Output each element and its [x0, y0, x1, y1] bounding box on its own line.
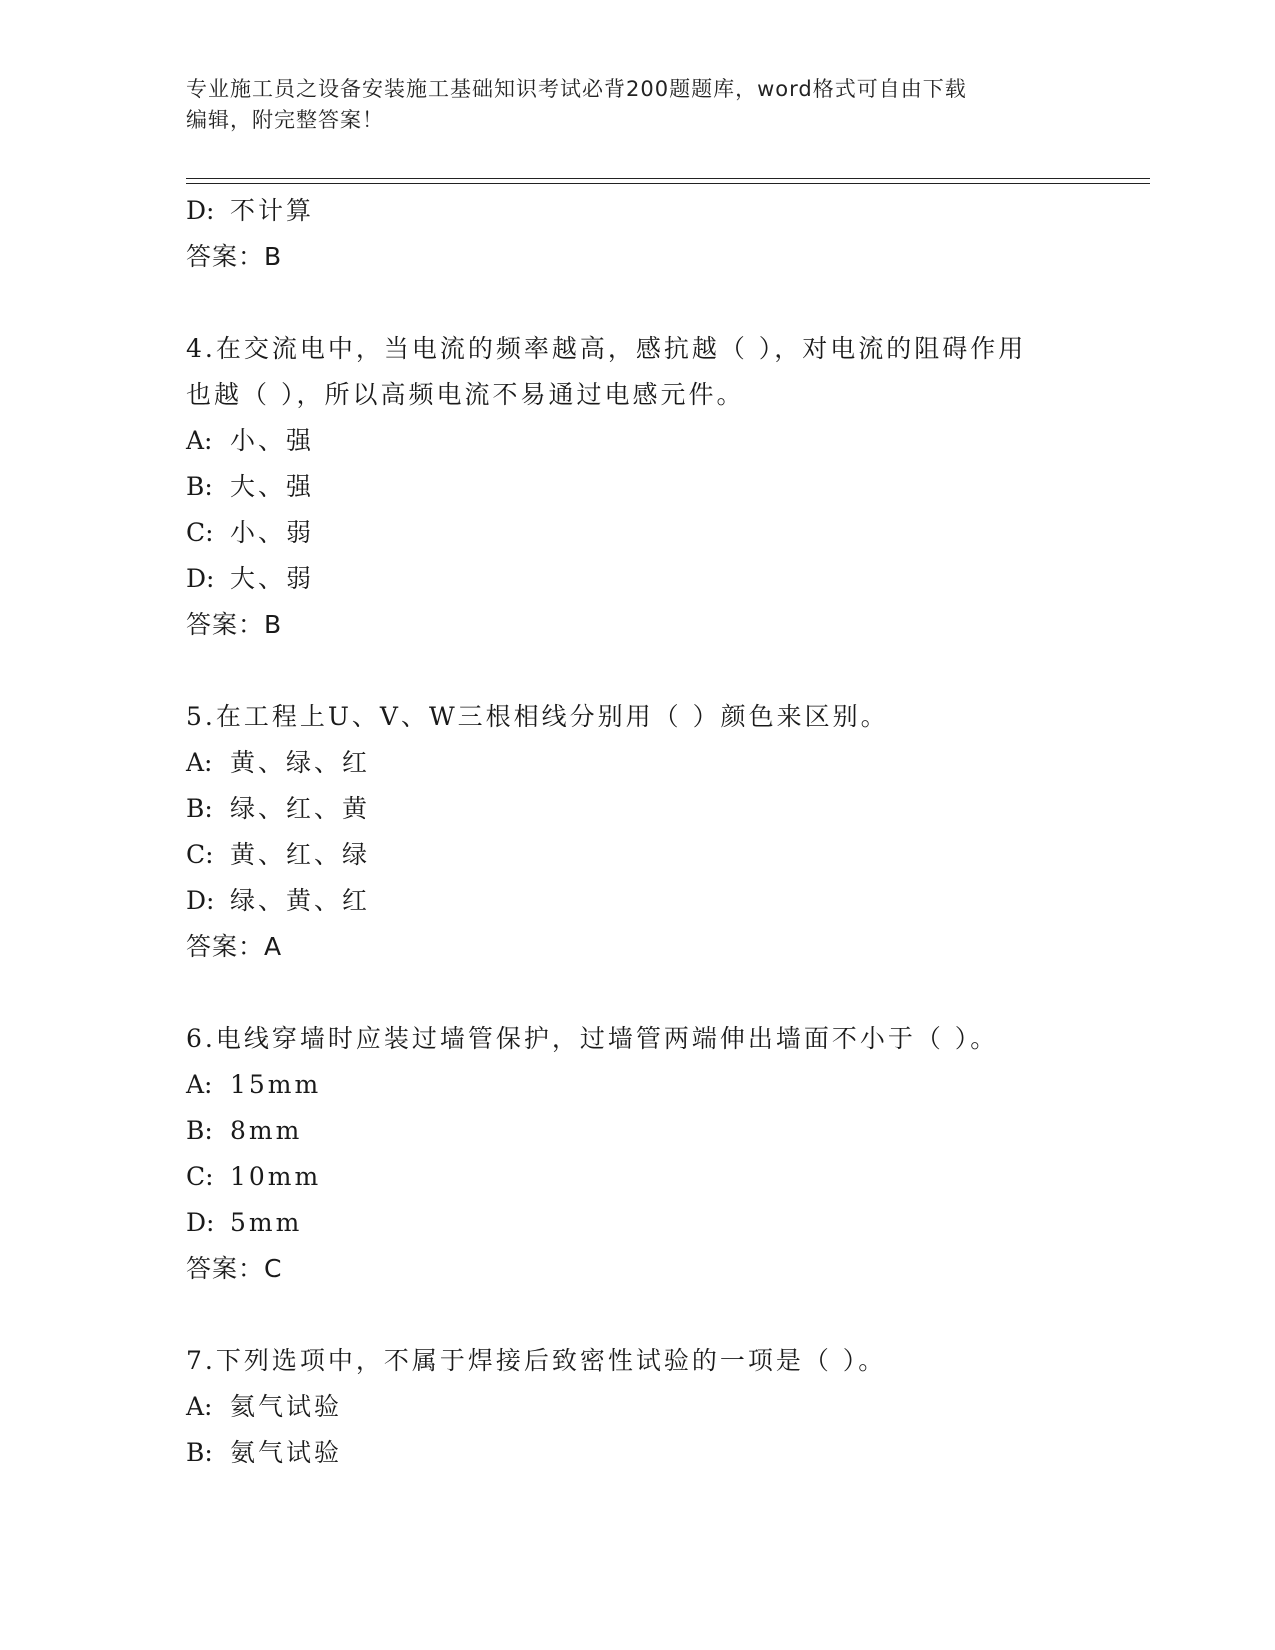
option-key: B:: [186, 1116, 213, 1145]
option-text: 8mm: [230, 1116, 303, 1145]
option-key: B:: [186, 472, 213, 501]
document-header: [186, 74, 1086, 136]
option-key: D:: [186, 564, 215, 593]
header-divider-bottom: [186, 183, 1150, 184]
option-key: B:: [186, 1438, 213, 1467]
option-key: A:: [186, 1392, 213, 1421]
option-text: 绿、黄、红: [230, 886, 371, 915]
option-key: A:: [186, 748, 213, 777]
prev-question-answer: 答案：B: [186, 242, 283, 271]
option-text: 10mm: [230, 1162, 322, 1191]
question-4-answer: 答案：B: [186, 610, 283, 639]
option-text: 绿、红、黄: [230, 794, 371, 823]
question-5-option-d: [186, 878, 1116, 924]
option-key: D:: [186, 1208, 215, 1237]
question-6-option-a: [186, 1062, 1116, 1108]
question-4-option-d: [186, 556, 1116, 602]
option-text: 氨气试验: [230, 1438, 343, 1467]
header-title-line-2: 编辑，附完整答案！: [186, 108, 384, 132]
prev-question-option-d: [186, 188, 1116, 234]
spacer: [186, 1292, 1116, 1338]
question-7-option-b: [186, 1430, 1116, 1476]
option-key: C:: [186, 1162, 214, 1191]
question-5-stem: 5.在工程上U、V、W三根相线分别用（ ）颜色来区别。: [186, 702, 889, 731]
question-6-stem: 6.电线穿墙时应装过墙管保护，过墙管两端伸出墙面不小于（ ）。: [186, 1024, 999, 1053]
question-6-answer: 答案：C: [186, 1254, 283, 1283]
option-text: 15mm: [230, 1070, 322, 1099]
option-text: 氦气试验: [230, 1392, 343, 1421]
spacer: [186, 970, 1116, 1016]
header-title-line-1: 专业施工员之设备安装施工基础知识考试必背200题题库，word格式可自由下载: [186, 77, 967, 101]
option-text: 大、弱: [230, 564, 315, 593]
question-5-answer: 答案：A: [186, 932, 283, 961]
spacer: [186, 648, 1116, 694]
option-text: 小、弱: [230, 518, 315, 547]
question-4-option-a: [186, 418, 1116, 464]
question-6-option-b: [186, 1108, 1116, 1154]
question-7-stem: 7.下列选项中，不属于焊接后致密性试验的一项是（ ）。: [186, 1346, 887, 1375]
question-5-option-a: [186, 740, 1116, 786]
spacer: [186, 280, 1116, 326]
question-list: [186, 188, 1116, 1476]
question-4-stem-line-1: 4.在交流电中，当电流的频率越高，感抗越（ ），对电流的阻碍作用: [186, 334, 1027, 363]
option-key: C:: [186, 840, 214, 869]
option-text: 不计算: [230, 196, 315, 225]
option-key: D:: [186, 886, 215, 915]
option-key: A:: [186, 1070, 213, 1099]
header-divider-top: [186, 178, 1150, 179]
question-4-option-c: [186, 510, 1116, 556]
question-4-stem-line-2: 也越（ ），所以高频电流不易通过电感元件。: [186, 380, 745, 409]
question-6-option-d: [186, 1200, 1116, 1246]
option-text: 大、强: [230, 472, 315, 501]
option-text: 黄、红、绿: [230, 840, 371, 869]
option-text: 黄、绿、红: [230, 748, 371, 777]
option-key: B:: [186, 794, 213, 823]
question-6-option-c: [186, 1154, 1116, 1200]
question-5-option-c: [186, 832, 1116, 878]
question-7-option-a: [186, 1384, 1116, 1430]
option-key: D:: [186, 196, 215, 225]
option-text: 小、强: [230, 426, 315, 455]
option-text: 5mm: [230, 1208, 303, 1237]
option-key: C:: [186, 518, 214, 547]
question-5-option-b: [186, 786, 1116, 832]
question-4-option-b: [186, 464, 1116, 510]
option-key: A:: [186, 426, 213, 455]
